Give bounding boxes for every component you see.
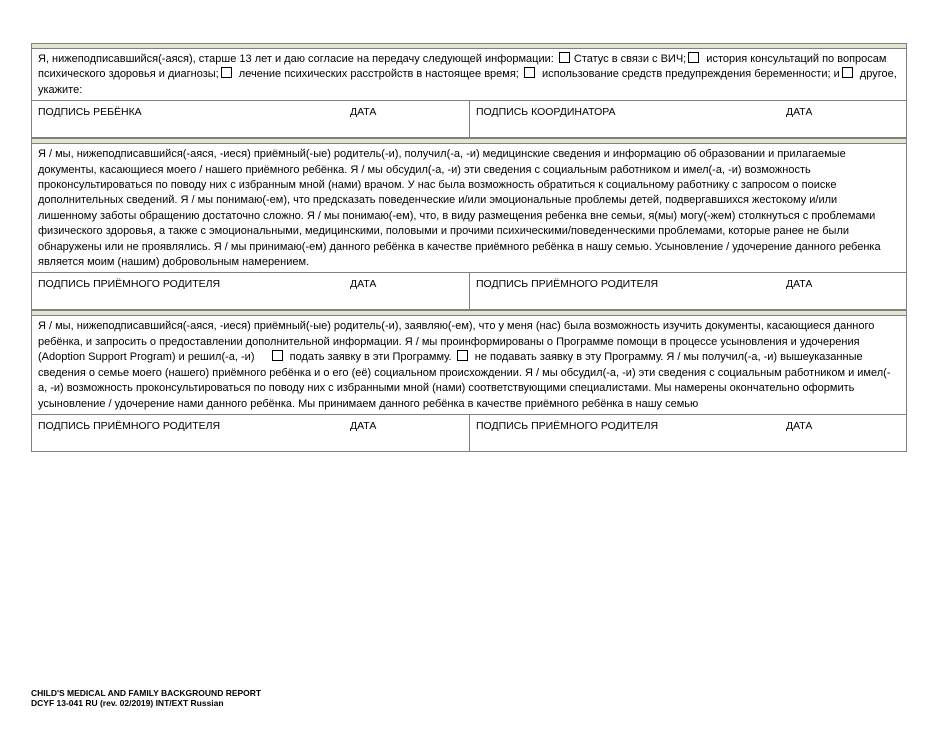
foster-parent-date-label: ДАТА — [786, 419, 813, 432]
child-signature-label: ПОДПИСЬ РЕБЁНКА — [38, 106, 142, 119]
foster-acknowledgement-section — [31, 144, 907, 310]
mental-health-history-label: история консультаций по вопросам психического здоровья и диагнозы; — [38, 53, 887, 81]
foster-parent-signature-field[interactable] — [469, 415, 906, 451]
foster-parent-signature-label: ПОДПИСЬ ПРИЁМНОГО РОДИТЕЛЯ — [476, 278, 659, 291]
mental-health-history-checkbox[interactable] — [688, 52, 699, 63]
consent-intro-text: Я, нижеподписавшийся(-аяся), старше 13 лет и даю согласие на передачу следующей информации: — [38, 53, 554, 65]
foster-parent-date-label: ДАТА — [786, 278, 813, 291]
foster-parent-signature-label: ПОДПИСЬ ПРИЁМНОГО РОДИТЕЛЯ — [38, 419, 221, 432]
foster-parent-signature-label: ПОДПИСЬ ПРИЁМНОГО РОДИТЕЛЯ — [476, 419, 659, 432]
contraception-label: использование средств предупреждения беременности; и — [542, 68, 840, 81]
contraception-checkbox[interactable] — [524, 67, 535, 78]
signature-row-foster-1 — [32, 272, 906, 310]
adoption-support-intro-text: Я / мы, нижеподписавшийся(-аяся, -иеся) приёмный(-ые) родитель(-и), заявляю(-ем), что у меня (нас) была возможность изучить документы, касающиеся данного ребёнка, и запросить о предоставлении дополнительной информации. Я / мы проинформированы о Программе помощи в процессе усыновления и удочерения (Adoption Support Program) и решил(-а, -и) — [38, 320, 875, 364]
apply-program-checkbox[interactable] — [272, 350, 283, 361]
form-footer — [31, 688, 261, 708]
child-date-label: ДАТА — [350, 106, 377, 119]
coordinator-signature-label: ПОДПИСЬ КООРДИНАТОРА — [476, 106, 616, 119]
not-apply-program-text: не подавать заявку в эту Программу. Я / мы получил(-а, -и) вышеуказанные сведения о семье моего (нашего) приёмного ребёнка и о его (её) социальном происхождении. Я / мы обсудил(-а, -и) эти сведения с социальным работником и имел(-а, -и) возможность проконсультироваться по поводу них с избранными мной (нами) соответствующими специалистами. Мы намерены окончательно оформить усыновление / удочерение нами данного ребёнка. Мы принимаем данного ребёнка в качестве приёмного ребёнка в нашу семью — [38, 351, 891, 410]
foster-parent-signature-field[interactable] — [32, 415, 469, 451]
mental-treatment-label: лечение психических расстройств в настоящее время; — [238, 68, 519, 81]
coordinator-date-label: ДАТА — [786, 106, 813, 119]
adoption-support-paragraph — [32, 316, 906, 413]
other-checkbox[interactable] — [842, 67, 853, 78]
form-code: DCYF 13-041 RU (rev. 02/2019) INT/EXT Russian — [31, 698, 224, 708]
consent-paragraph — [32, 49, 906, 100]
not-apply-program-checkbox[interactable] — [457, 350, 468, 361]
foster-parent-signature-field[interactable] — [32, 273, 469, 309]
foster-parent-date-label: ДАТА — [350, 419, 377, 432]
foster-acknowledgement-paragraph: Я / мы, нижеподписавшийся(-аяся, -иеся) приёмный(-ые) родитель(-и), получил(-а, -и) медицинские сведения и информацию об образовании и прилагаемые документы, касающиеся моего / нашего приёмного ребёнка. Я / мы обсудил(-а, -и) эти сведения с социальным работником и имел(-а, -и) возможность проконсультироваться по поводу них с избранным мной (нами) врачом. У нас была возможность обратиться к социальному работнику с запросом о поиске дополнительных сведений. Я / мы понимаю(-ем), что предсказать поведенческие и/или эмоциональные проблемы детей, подвергавшихся жестокому и/или лишенному заботы обращению достаточно сложно. Я / мы понимаю(-ем), что, в виду размещения ребенка вне семьи, я(мы) могу(-жем) столкнуться с проблемами физического здоровья, а также с эмоциональными, медицинскими, половыми и прочими психическими/поведенческими проблемами, которые ранее не были обнаружены или не проявлялись. Я / мы принимаю(-ем) данного ребёнка в качестве приёмного ребёнка в нашу семью. Усыновление / удочерение данного ребенка является моим (нашим) добровольным намерением. — [38, 148, 881, 269]
other-label: другое, укажите: — [38, 68, 897, 96]
consent-form — [31, 43, 907, 452]
foster-parent-signature-field[interactable] — [469, 273, 906, 309]
foster-parent-signature-label: ПОДПИСЬ ПРИЁМНОГО РОДИТЕЛЯ — [38, 278, 221, 291]
foster-parent-date-label: ДАТА — [350, 278, 377, 291]
coordinator-signature-field[interactable] — [469, 101, 906, 137]
apply-program-label: подать заявку в эти Программу. — [289, 351, 452, 364]
signature-row-foster-2 — [32, 414, 906, 452]
child-signature-field[interactable] — [32, 101, 469, 137]
hiv-status-label: Статус в связи с ВИЧ; — [573, 53, 687, 65]
form-title: CHILD'S MEDICAL AND FAMILY BACKGROUND REPORT — [31, 688, 262, 698]
mental-treatment-checkbox[interactable] — [221, 67, 232, 78]
consent-section — [31, 49, 907, 138]
hiv-status-checkbox[interactable] — [559, 52, 570, 63]
signature-row-child — [32, 100, 906, 138]
adoption-support-section — [31, 316, 907, 451]
